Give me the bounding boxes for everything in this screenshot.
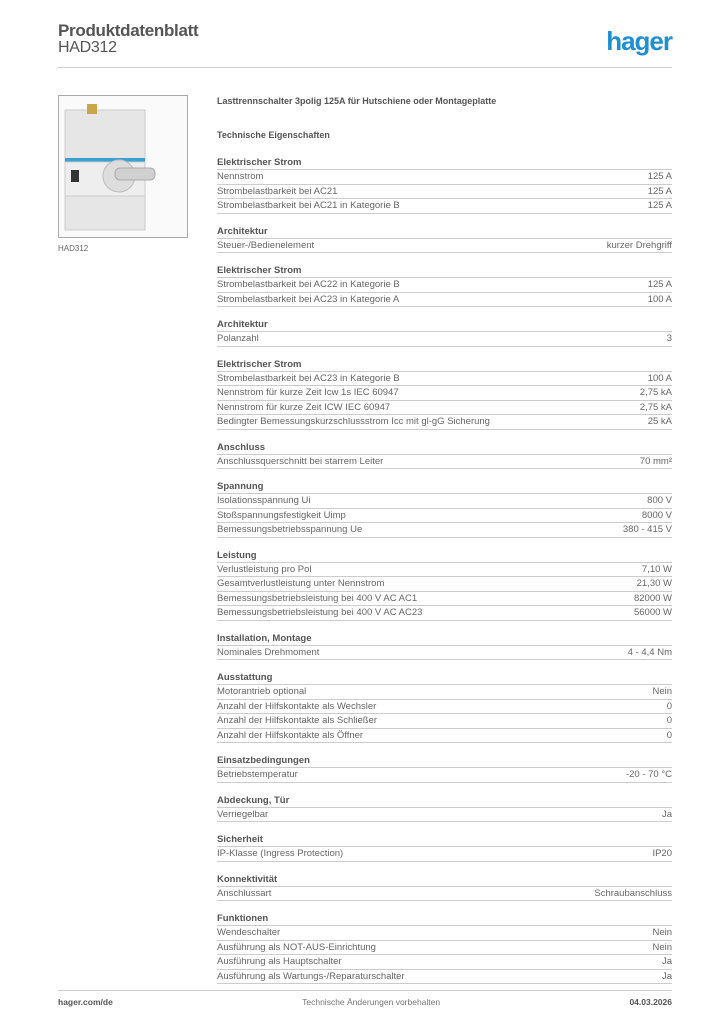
- spec-section: [217, 264, 672, 307]
- spec-label: Ausführung als NOT-AUS-Einrichtung: [217, 941, 376, 953]
- spec-value: 0: [666, 700, 672, 712]
- spec-value: kurzer Drehgriff: [606, 239, 672, 251]
- spec-section: [217, 794, 672, 823]
- section-heading: Funktionen: [217, 912, 672, 926]
- spec-value: 100 A: [647, 372, 672, 384]
- spec-value: Schraubanschluss: [594, 887, 672, 899]
- spec-label: Anzahl der Hilfskontakte als Öffner: [217, 729, 364, 741]
- spec-value: 100 A: [647, 293, 672, 305]
- spec-label: Bemessungsbetriebsspannung Ue: [217, 524, 363, 535]
- spec-row: [217, 729, 672, 744]
- spec-row: [217, 970, 672, 985]
- spec-label: Anschlussart: [217, 887, 272, 899]
- spec-label: Motorantrieb optional: [217, 686, 307, 697]
- spec-label: Strombelastbarkeit bei AC21 in Kategorie B: [217, 200, 400, 211]
- spec-label: Stoßspannungsfestigkeit Uimp: [217, 509, 346, 521]
- spec-row: [217, 523, 672, 538]
- section-heading: Architektur: [217, 318, 672, 332]
- spec-content: [217, 96, 672, 984]
- spec-value: 0: [666, 729, 672, 741]
- spec-section: [217, 912, 672, 984]
- spec-value: Ja: [661, 956, 672, 967]
- spec-label: Bedingter Bemessungskurzschlussstrom Icc mit gl-gG Sicherung: [217, 416, 490, 427]
- product-image: [58, 95, 188, 238]
- section-heading: Anschluss: [217, 441, 672, 455]
- spec-label: Strombelastbarkeit bei AC21: [217, 185, 338, 197]
- spec-value: IP20: [652, 848, 672, 859]
- spec-section: [217, 358, 672, 430]
- spec-label: Verlustleistung pro Pol: [217, 563, 312, 575]
- spec-row: [217, 509, 672, 524]
- spec-row: [217, 808, 672, 823]
- section-heading: Sicherheit: [217, 833, 672, 847]
- spec-section: [217, 671, 672, 743]
- spec-section: [217, 156, 672, 214]
- spec-row: [217, 372, 672, 387]
- spec-label: Polanzahl: [217, 333, 259, 344]
- section-heading: Spannung: [217, 480, 672, 494]
- spec-row: [217, 714, 672, 729]
- spec-value: 8000 V: [641, 509, 672, 521]
- spec-value: 2,75 kA: [639, 401, 672, 413]
- spec-value: Nein: [652, 941, 672, 953]
- spec-row: [217, 415, 672, 430]
- product-description: Lasttrennschalter 3polig 125A für Hutschiene oder Montageplatte: [217, 96, 497, 106]
- spec-label: Nominales Drehmoment: [217, 646, 320, 658]
- spec-value: Ja: [661, 970, 672, 982]
- spec-row: [217, 185, 672, 200]
- spec-row: [217, 577, 672, 592]
- spec-label: Ausführung als Wartungs-/Reparaturschalter: [217, 970, 405, 982]
- section-subtitle: Technische Eigenschaften: [217, 130, 330, 140]
- spec-row: [217, 955, 672, 970]
- spec-section: [217, 318, 672, 347]
- section-heading: Elektrischer Strom: [217, 156, 672, 170]
- section-heading: Konnektivität: [217, 873, 672, 887]
- spec-row: [217, 278, 672, 293]
- image-caption: HAD312: [58, 244, 89, 253]
- spec-value: Nein: [652, 927, 672, 938]
- section-heading: Elektrischer Strom: [217, 358, 672, 372]
- spec-label: Steuer-/Bedienelement: [217, 239, 315, 251]
- spec-label: Anschlussquerschnitt bei starrem Leiter: [217, 455, 384, 467]
- spec-label: Anzahl der Hilfskontakte als Wechsler: [217, 700, 377, 712]
- spec-row: [217, 239, 672, 254]
- spec-label: Nennstrom für kurze Zeit ICW IEC 60947: [217, 401, 391, 413]
- spec-value: 56000 W: [633, 607, 672, 618]
- section-heading: Architektur: [217, 225, 672, 239]
- spec-section: [217, 225, 672, 254]
- footer-note: Technische Änderungen vorbehalten: [302, 997, 441, 1007]
- spec-value: 380 - 415 V: [622, 524, 672, 535]
- spec-value: Ja: [661, 808, 672, 820]
- spec-label: Strombelastbarkeit bei AC22 in Kategorie B: [217, 279, 400, 290]
- spec-value: 0: [666, 715, 672, 726]
- spec-sections: [217, 156, 672, 984]
- spec-label: Verriegelbar: [217, 808, 269, 820]
- spec-value: 82000 W: [633, 592, 672, 604]
- spec-value: 3: [666, 333, 672, 344]
- page-title: Produktdatenblatt: [58, 21, 199, 40]
- spec-label: Anzahl der Hilfskontakte als Schließer: [217, 715, 377, 726]
- section-heading: Elektrischer Strom: [217, 264, 672, 278]
- spec-row: [217, 768, 672, 783]
- footer: [58, 990, 672, 1007]
- spec-label: Bemessungsbetriebsleistung bei 400 V AC AC1: [217, 592, 418, 604]
- spec-label: Nennstrom: [217, 171, 264, 182]
- spec-section: [217, 480, 672, 538]
- spec-value: 4 - 4,4 Nm: [627, 646, 672, 658]
- footer-date: 04.03.2026: [629, 997, 672, 1007]
- spec-label: Ausführung als Hauptschalter: [217, 956, 342, 967]
- spec-row: [217, 685, 672, 700]
- spec-row: [217, 646, 672, 661]
- spec-row: [217, 401, 672, 416]
- spec-label: Strombelastbarkeit bei AC23 in Kategorie A: [217, 293, 400, 305]
- spec-section: [217, 632, 672, 661]
- spec-section: [217, 754, 672, 783]
- spec-label: IP-Klasse (Ingress Protection): [217, 848, 344, 859]
- product-code: HAD312: [58, 39, 117, 56]
- spec-row: [217, 606, 672, 621]
- spec-label: Nennstrom für kurze Zeit Icw 1s IEC 60947: [217, 387, 399, 398]
- spec-section: [217, 441, 672, 470]
- spec-section: [217, 873, 672, 902]
- spec-row: [217, 494, 672, 509]
- header-divider: [58, 67, 672, 68]
- spec-value: 2,75 kA: [639, 387, 672, 398]
- section-heading: Ausstattung: [217, 671, 672, 685]
- spec-label: Wendeschalter: [217, 927, 281, 938]
- spec-row: [217, 887, 672, 902]
- spec-row: [217, 592, 672, 607]
- spec-row: [217, 199, 672, 214]
- spec-value: 125 A: [647, 200, 672, 211]
- spec-row: [217, 926, 672, 941]
- spec-value: 125 A: [647, 185, 672, 197]
- spec-row: [217, 455, 672, 470]
- spec-row: [217, 386, 672, 401]
- section-heading: Einsatzbedingungen: [217, 754, 672, 768]
- spec-row: [217, 170, 672, 185]
- section-heading: Installation, Montage: [217, 632, 672, 646]
- spec-label: Bemessungsbetriebsleistung bei 400 V AC AC23: [217, 607, 423, 618]
- spec-row: [217, 700, 672, 715]
- spec-row: [217, 293, 672, 308]
- spec-value: 70 mm²: [639, 455, 672, 467]
- spec-row: [217, 332, 672, 347]
- spec-label: Isolationsspannung Ui: [217, 495, 311, 506]
- spec-row: [217, 847, 672, 862]
- spec-row: [217, 941, 672, 956]
- spec-value: 125 A: [647, 171, 672, 182]
- spec-value: 800 V: [647, 495, 672, 506]
- spec-value: 7,10 W: [641, 563, 672, 575]
- spec-value: Nein: [652, 686, 672, 697]
- spec-label: Betriebstemperatur: [217, 769, 298, 780]
- spec-value: 21,30 W: [636, 578, 672, 589]
- spec-value: -20 - 70 °C: [625, 769, 672, 780]
- spec-section: [217, 549, 672, 621]
- spec-value: 125 A: [647, 279, 672, 290]
- spec-label: Strombelastbarkeit bei AC23 in Kategorie B: [217, 372, 400, 384]
- section-heading: Abdeckung, Tür: [217, 794, 672, 808]
- spec-label: Gesamtverlustleistung unter Nennstrom: [217, 578, 385, 589]
- spec-value: 25 kA: [647, 416, 672, 427]
- hager-logo: hager: [606, 26, 672, 56]
- section-heading: Leistung: [217, 549, 672, 563]
- footer-website: hager.com/de: [58, 997, 113, 1007]
- spec-row: [217, 563, 672, 578]
- spec-section: [217, 833, 672, 862]
